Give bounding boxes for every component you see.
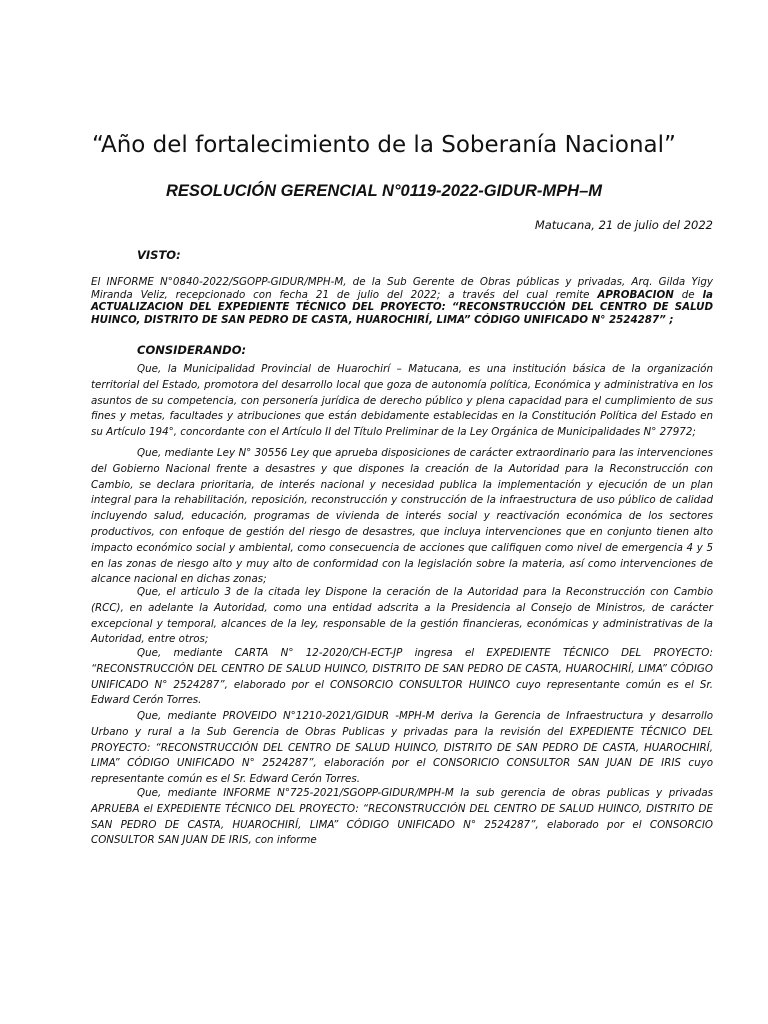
visto-paragraph: [91, 276, 713, 326]
resolution-title: RESOLUCIÓN GERENCIAL N°0119-2022-GIDUR-MPH–M: [166, 182, 602, 200]
considerando-paragraph-3: Que, el articulo 3 de la citada ley Dispone la ceración de la Autoridad para la Reconstrucción con Cambio (RCC), en adelante la Autoridad, como una entidad adscrita a la Presidencia al Consejo de Ministros, de carácter excepcional y temporal, alcances de la ley, responsable de la gestión financieras, económicas y administrativas de la Autoridad, entre otros;: [91, 586, 713, 646]
visto-bold-1: APROBACION: [597, 288, 674, 301]
date-line: Matucana, 21 de julio del 2022: [534, 218, 713, 232]
considerando-paragraph-2: Que, mediante Ley N° 30556 Ley que aprueba disposiciones de carácter extraordinario para las intervenciones del Gobierno Nacional frente a desastres y que dispones la creación de la Autoridad para la Reconstrucción con Cambio, se declara prioritaria, de interés nacional y necesidad publica la implementación y ejecución de un plan integral para la rehabilitación, reposición, reconstrucción y construcción de la infraestructura de uso público de calidad incluyendo salud, educación, programas de vivienda de interés social y reactivación económica de los sectores productivos, con enfoque de gestión del riesgo de desastres, que incluya intervenciones que en conjunto tienen alto impacto económico social y ambiental, como consecuencia de acciones que califiquen como nivel de emergencia 4 y 5 en las zonas de riesgo alto y muy alto de conformidad con la legislación sobre la materia, así como intervenciones de alcance nacional en dichas zonas;: [91, 447, 713, 586]
considerando-paragraph-5: Que, mediante PROVEIDO N°1210-2021/GIDUR -MPH-M deriva la Gerencia de Infraestructura y desarrollo Urbano y rural a la Sub Gerencia de Obras Publicas y privadas para la revisión del EXPEDIENTE TÉCNICO DEL PROYECTO: “RECONSTRUCCIÓN DEL CENTRO DE SALUD HUINCO, DISTRITO DE SAN PEDRO DE CASTA, HUAROCHIRÍ, LIMA” CÓDIGO UNIFICADO N° 2524287”, elaboración por el CONSORICIO CONSULTOR SAN JUAN DE IRIS cuyo representante común es el Sr. Edward Cerón Torres.: [91, 710, 713, 786]
year-title: “Año del fortalecimiento de la Soberanía Nacional”: [92, 132, 676, 158]
visto-bold-2: la ACTUALIZACION DEL EXPEDIENTE TÉCNICO DEL PROYECTO: “RECONSTRUCCIÓN DEL CENTRO DE SALUD HUINCO, DISTRITO DE SAN PEDRO DE CASTA, HUAROCHIRÍ, LIMA” CÓDIGO UNIFICADO N° 2524287” ;: [91, 288, 713, 326]
considerando-paragraph-4: Que, mediante CARTA N° 12-2020/CH-ECT-JP ingresa el EXPEDIENTE TÉCNICO DEL PROYECTO: “RECONSTRUCCIÓN DEL CENTRO DE SALUD HUINCO, DISTRITO DE SAN PEDRO DE CASTA, HUAROCHIRÍ, LIMA” CÓDIGO UNIFICADO N° 2524287”, elaborado por el CONSORCIO CONSULTOR HUINCO cuyo representante común es el Sr. Edward Cerón Torres.: [91, 647, 713, 707]
visto-heading: VISTO:: [137, 248, 181, 262]
visto-text-2: de: [673, 288, 703, 301]
visto-text-1: El INFORME N°0840-2022/SGOPP-GIDUR/MPH-M, de la Sub Gerente de Obras públicas y privadas, Arq. Gilda Yigy Miranda Veliz, recepcionado con fecha 21 de julio del 2022; a través del cual remite: [91, 276, 713, 301]
considerando-paragraph-1: Que, la Municipalidad Provincial de Huarochirí – Matucana, es una institución básica de la organización territorial del Estado, promotora del desarrollo local que goza de autonomía política, Económica y administrativa en los asuntos de su competencia, con personería jurídica de derecho público y plena capacidad para el cumplimiento de sus fines y metas, facultades y atribuciones que están debidamente establecidas en la Constitución Política del Estado en su Artículo 194°, concordante con el Artículo II del Título Preliminar de la Ley Orgánica de Municipalidades N° 27972;: [91, 363, 713, 439]
considerando-heading: CONSIDERANDO:: [137, 343, 247, 357]
considerando-paragraph-6: Que, mediante INFORME N°725-2021/SGOPP-GIDUR/MPH-M la sub gerencia de obras publicas y privadas APRUEBA el EXPEDIENTE TÉCNICO DEL PROYECTO: “RECONSTRUCCIÓN DEL CENTRO DE SALUD HUINCO, DISTRITO DE SAN PEDRO DE CASTA, HUAROCHIRÍ, LIMA” CÓDIGO UNIFICADO N° 2524287”, elaborado por el CONSORCIO CONSULTOR SAN JUAN DE IRIS, con informe: [91, 787, 713, 847]
